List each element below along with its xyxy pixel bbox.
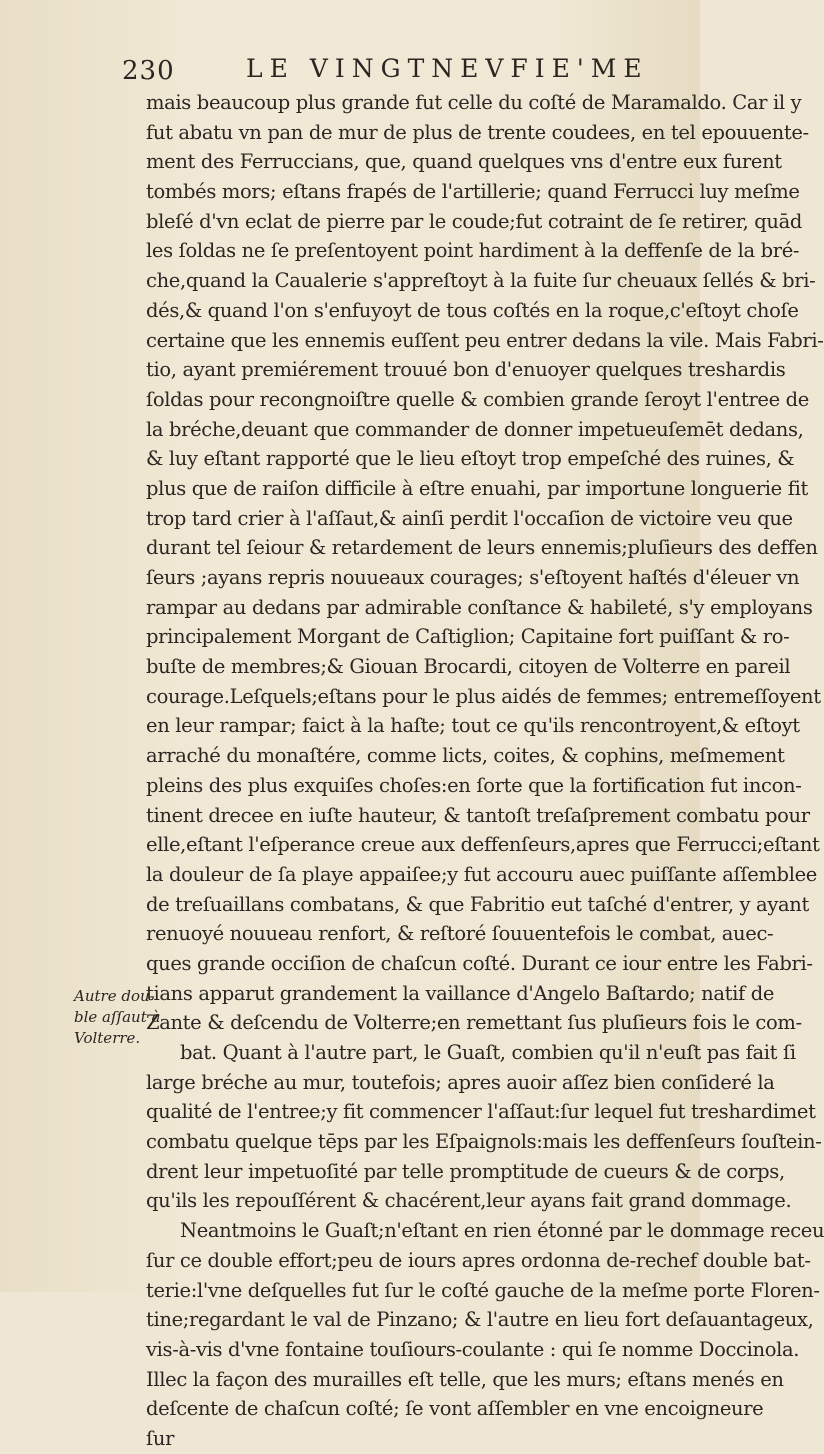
text-line: pleins des plus exquiſes choſes:en ſorte que la fortification fut incon- (146, 773, 802, 797)
text-line: Neantmoins le Guaſt;n'eſtant en rien étonné par le dommage receu (180, 1219, 824, 1243)
text-line: la bréche,deuant que commander de donner impetueuſemēt dedans, (146, 417, 804, 441)
text-line: ſeurs ;ayans repris nouueaux courages; s'eſtoyent haſtés d'éleuer vn (146, 566, 800, 589)
text-line: che,quand la Caualerie s'appreſtoyt à la fuite ſur cheuaux ſellés & bri- (146, 269, 816, 293)
text-line: drent leur impetuoſité par telle promptitude de cueurs & de corps, (146, 1159, 785, 1183)
text-line: ment des Ferruccians, que, quand quelques vns d'entre eux furent (146, 150, 782, 174)
text-line: bat. Quant à l'autre part, le Guaſt, combien qu'il n'euſt pas fait ſi (180, 1041, 796, 1064)
text-line: de treſuaillans combatans, & que Fabritio eut taſché d'entrer, y ayant (146, 892, 809, 916)
margin-note (74, 986, 161, 1049)
text-line: rampar au dedans par admirable conſtance & habileté, s'y employans (146, 595, 813, 619)
text-line: durant tel ſeiour & retardement de leurs ennemis;pluſieurs des deffen (146, 536, 818, 560)
text-line: Illec la façon des murailles eſt telle, que les murs; eſtans menés en (146, 1367, 784, 1391)
text-line: Zante & deſcendu de Volterre;en remettant ſus pluſieurs fois le com- (146, 1011, 802, 1035)
text-line: arraché du monaſtére, comme licts, coites, & cophins, meſmement (146, 744, 785, 768)
margin-note-line: Volterre. (74, 1029, 141, 1047)
text-line: tio, ayant premiérement trouué bon d'enuoyer quelques treshardis (146, 358, 786, 382)
page-header (0, 52, 700, 92)
text-line: dés,& quand l'on s'enfuyoyt de tous coſtés en la roque,c'eſtoyt choſe (146, 298, 799, 322)
text-line: vis-à-vis d'vne fontaine touſiours-coulante : qui ſe nomme Doccinola. (146, 1337, 800, 1361)
running-title: LE VINGTNEVFIE'ME (246, 54, 649, 83)
text-line: les ſoldas ne ſe preſentoyent point hardiment à la deffenſe de la bré- (146, 239, 800, 263)
text-line: ques grande occiſion de chaſcun coſté. Durant ce iour entre les Fabri- (146, 951, 813, 975)
text-line: buſte de membres;& Giouan Brocardi, citoyen de Volterre en pareil (146, 655, 791, 679)
text-line: en leur rampar; faict à la haſte; tout ce qu'ils rencontroyent,& eſtoyt (146, 714, 800, 738)
text-line: elle,eſtant l'eſperance creue aux deffenſeurs,apres que Ferrucci;eſtant (146, 833, 820, 857)
text-line: combatu quelque tēps par les Eſpaignols:mais les deffenſeurs ſouſtein- (146, 1130, 822, 1154)
text-line: courage.Leſquels;eſtans pour le plus aidés de femmes; entremeſſoyent (146, 684, 821, 708)
text-line: bleſé d'vn eclat de pierre par le coude;fut cotraint de ſe retirer, quād (146, 209, 803, 233)
text-line: la douleur de ſa playe appaiſee;y fut accouru auec puiſſante aſſemblee (146, 862, 817, 886)
text-line: tine;regardant le val de Pinzano; & l'autre en lieu fort deſauantageux, (146, 1308, 814, 1332)
text-line: tians apparut grandement la vaillance d'Angelo Baſtardo; natif de (146, 981, 775, 1005)
text-line: principalement Morgant de Caſtiglion; Capitaine fort puiſſant & ro- (146, 625, 790, 649)
margin-note-line: Autre dou- (74, 987, 155, 1005)
text-line: certaine que les ennemis euſſent peu entrer dedans la vile. Mais Fabri- (146, 328, 824, 352)
text-line: ſur ce double effort;peu de iours apres ordonna de-rechef double bat- (146, 1248, 811, 1272)
text-line: qualité de l'entree;y fit commencer l'aſſaut:ſur lequel fut treshardimet (146, 1100, 816, 1124)
text-line: tinent drecee en iuſte hauteur, & tantoſt treſaſprement combatu pour (146, 803, 810, 827)
margin-note-line: ble aſſaut à (74, 1008, 161, 1026)
text-line: mais beaucoup plus grande fut celle du coſté de Maramaldo. Car il y (146, 91, 802, 114)
text-line: trop tard crier à l'aſſaut,& ainſi perdit l'occaſion de victoire veu que (146, 506, 793, 530)
page-number: 230 (122, 56, 175, 86)
text-line: ſur (146, 1426, 175, 1450)
text-line: ſoldas pour recongnoiſtre quelle & combien grande ſeroyt l'entree de (146, 387, 809, 411)
text-line: fut abatu vn pan de mur de plus de trente coudees, en tel epouuente- (146, 120, 809, 144)
text-line: large bréche au mur, toutefois; apres auoir aſſez bien conſideré la (146, 1070, 775, 1094)
text-line: terie:l'vne deſquelles fut ſur le coſté gauche de la meſme porte Floren- (146, 1278, 820, 1302)
text-line: deſcente de chaſcun coſté; ſe vont aſſembler en vne encoigneure (146, 1397, 764, 1421)
body-text (146, 88, 824, 1454)
text-line: qu'ils les repouſſérent & chacérent,leur ayans fait grand dommage. (146, 1189, 792, 1213)
text-line: renuoyé nouueau renfort, & reſtoré ſouuentefois le combat, auec- (146, 922, 774, 946)
text-line: & luy eſtant rapporté que le lieu eſtoyt trop empeſché des ruines, & (146, 447, 795, 471)
text-line: plus que de raiſon difficile à eſtre enuahi, par importune longuerie fit (146, 476, 808, 500)
text-line: tombés mors; eſtans frapés de l'artillerie; quand Ferrucci luy meſme (146, 180, 800, 204)
